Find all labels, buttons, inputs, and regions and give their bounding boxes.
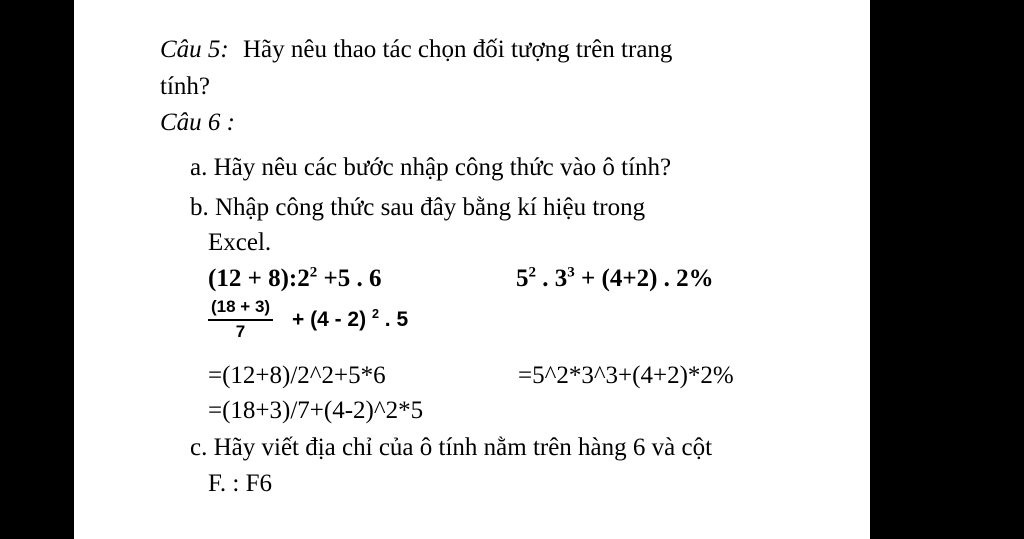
expression-2-mid: . 3 [536, 265, 568, 292]
expression-3-term: + (4 - 2) [292, 308, 372, 331]
question-6a: a. Hãy nêu các bước nhập công thức vào ô tính? [190, 154, 672, 181]
question-5-label: Câu 5: [160, 36, 229, 63]
expression-1-base: (12 + 8):2 [208, 265, 310, 292]
question-6c-answer: F. : F6 [208, 470, 273, 497]
expression-2-rest: + (4+2) . 2% [574, 265, 714, 292]
expression-2 [516, 264, 714, 294]
expression-2-exponent-2: 3 [567, 264, 575, 281]
expression-1 [208, 264, 381, 294]
expression-3-exponent: 2 [371, 307, 379, 321]
expression-1-exponent: 2 [309, 264, 318, 281]
question-6b: b. Nhập công thức sau đây bằng kí hiệu trong [190, 194, 646, 221]
expression-3-fraction [208, 297, 273, 343]
expression-2-exponent-1: 2 [528, 264, 536, 281]
expression-2-base: 5 [516, 265, 529, 292]
fraction-denominator: 7 [235, 322, 246, 341]
formula-3: =(18+3)/7+(4-2)^2*5 [208, 397, 424, 424]
formula-2: =5^2*3^3+(4+2)*2% [518, 362, 734, 389]
question-5-continuation: tính? [160, 73, 210, 100]
fraction-numerator: (18 + 3) [208, 297, 273, 321]
expression-3-rest [292, 305, 408, 335]
document-page [74, 0, 870, 539]
question-5-text: Hãy nêu thao tác chọn đối tượng trên trang [243, 36, 673, 63]
question-6b-continuation: Excel. [208, 229, 272, 256]
formula-1: =(12+8)/2^2+5*6 [208, 362, 386, 389]
expression-1-rest: +5 . 6 [317, 265, 382, 292]
expression-3-tail: . 5 [378, 308, 409, 331]
question-6c: c. Hãy viết địa chỉ của ô tính nằm trên hàng 6 và cột [190, 434, 713, 461]
question-6-label: Câu 6 : [160, 109, 235, 136]
question-5 [160, 35, 672, 65]
